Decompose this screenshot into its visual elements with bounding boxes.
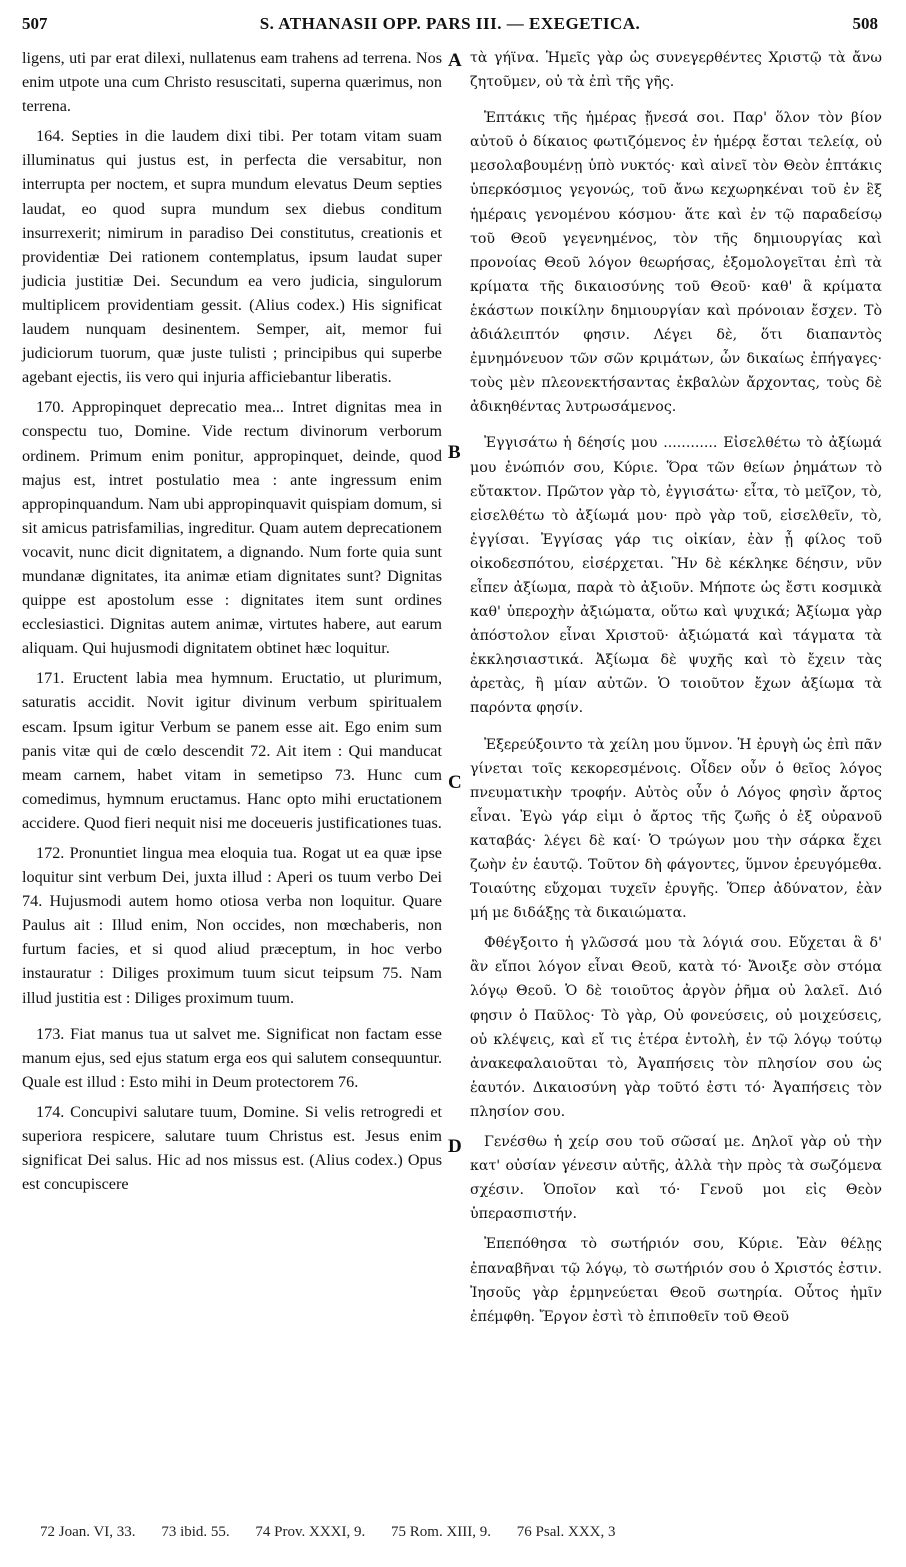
- footnote: 72 Joan. VI, 33.: [40, 1524, 136, 1540]
- greek-paragraph: Ἐξερεύξοιντο τὰ χείλη μου ὕμνον. Ἡ ἐρυγὴ ὡς ἐπὶ πᾶν γίνεται τοῖς κεκορεσμένοις. Οἶδεν οὖν ὁ θεῖος λόγος πνευματικὴν τροφήν. Αὐτὸς οὖν ὁ Λόγος φησὶν ἄρτος εἶναι. Ἐγὼ γάρ εἰμι ὁ ἄρτος τῆς ζωῆς ὁ ἐξ οὐρανοῦ καταβάς· λέγει δὲ καί· Ὁ τρώγων μου τὴν σάρκα ἔχει ζωὴν ἐν ἑαυτῷ. Τοῦτον δὴ φάγοντες, ὕμνον ἐρευγόμεθα. Τοιαύτης εὔχομαι τυχεῖν ἐρυγῆς. Ὅπερ ἀδύνατον, ἐὰν μή με διδάξῃς τὰ δικαιώματα.: [470, 736, 882, 922]
- latin-paragraph: 171. Eructent labia mea hymnum. Eructatio, ut plurimum, saturatis accidit. Novit igitur divinum verbum spiritualem escam. Ipsum igitur Verbum se panem esse ait. Ego enim sum panis vitæ qui de cœlo descendit 72. Ait item : Qui manducat meam carnem, habet vitam in semetipso 73. Hunc cum comedimus, hymnum eructamus. Hanc opto mihi eructationem accidere. Quod fieri nequit nisi me doceueris justificationes tuas.: [22, 669, 442, 832]
- greek-column: [470, 46, 882, 1329]
- margin-marker-a: A: [448, 50, 462, 71]
- margin-marker-b: B: [448, 442, 461, 463]
- latin-paragraph: 164. Septies in die laudem dixi tibi. Per totam vitam suam illuminatus qui justus est, in perfecta die versabitur, non interrupta per noctem, et supra mundum elevatus Deum septies laudat, eo quod supra mundum sex diebus conditum insurrexerit; nimirum in paradiso Dei constitutus, creationis et providentiæ Dei rationem contemplatus, ipsum laudat super judicia justitiæ Dei. Secundum ea vero judicia, singulorum multiplicem providentiam gessit. (Alius codex.) His significat laudem nunquam desinentem. Semper, ait, memor fui judiciorum tuorum, quæ juste tulisti ; principibus qui superbe agebant ejectis, iis vero qui injuria afficiebantur liberatis.: [22, 127, 442, 387]
- page-number-left: 507: [22, 14, 48, 33]
- latin-column: [22, 46, 442, 1196]
- page-header: [22, 14, 878, 40]
- greek-paragraph: Γενέσθω ἡ χείρ σου τοῦ σῶσαί με. Δηλοῖ γὰρ οὐ τὴν κατ' οὐσίαν γένεσιν αὐτῆς, ἀλλὰ τὴν πρὸς τὰ σωζόμενα σχέσιν. Ὁποῖον καὶ τό· Γενοῦ μοι εἰς Θεὸν ὑπερασπιστήν.: [470, 1134, 882, 1223]
- greek-paragraph: Ἑπτάκις τῆς ἡμέρας ᾔνεσά σοι. Παρ' ὅλον τὸν βίον αὐτοῦ ὁ δίκαιος φωτιζόμενος ἐν ἡμέρᾳ ἔσται τελείᾳ, οὐ μεσολαβουμένῃ ὑπὸ νυκτός· καὶ αἰνεῖ τὸν Θεὸν ἑπτάκις ὑπερκόσμιος γεγονώς, τοῦ ἄνω κεχωρηκέναι τοῦ ἐν ἓξ ἡμέραις γενομένου κόσμου· ἅτε καὶ ἐν τῷ παραδείσῳ τοῦ Θεοῦ γεγενημένος, τὸν τῆς δημιουργίας καὶ προνοίας Θεοῦ λόγον θεωρήσας, ἐξομολογεῖται ἐπὶ τὰ κρίματα τῆς δικαιοσύνης τοῦ Θεοῦ· καθ' ἃ κρίματα ἑκάστων ποικίλην δημιουργίαν καὶ πρόνοιαν ἔσχεν. Τὸ ἀδιάλειπτόν φησιν. Λέγει δὲ, ὅτι διαπαντὸς ἐμνημόνευον τῶν σῶν κριμάτων, ὧν δικαίως ἐπήγαγες· τοὺς μὲν πλεονεκτήσαντας ἐκβαλὼν ἄρχοντας, τοὺς δὲ ἀδικηθέντας λυτρωσάμενος.: [470, 110, 882, 416]
- latin-paragraph: 170. Appropinquet deprecatio mea... Intret dignitas mea in conspectu tuo, Domine. Vide rectum divinorum verborum ordinem. Primum enim ponitur, appropinquet, deinde, quod majus est, intret postulatio mea : ante ingressum enim appropinquandum. Nam ubi appropinquavit quispiam domum, si sit amicus patrisfamilias, ingreditur. Quam autem deprecationem vocavit, nunc dicit dignitatem, a dignando. Num forte quia sunt mundanæ dignitates, ita animæ etiam dignitates sunt? Dignitas quippe est apostolum esse : dignitates item sunt ordines ecclesiastici. Dignitas autem animæ, virtutes habere, aut earum aliquam. Qui hujusmodi dignitatem obtinet hæc loquitur.: [22, 398, 442, 658]
- latin-paragraph: 173. Fiat manus tua ut salvet me. Significat non factam esse manum ejus, sed ejus statum erga eos qui salutem consequuntur. Quale est illud : Esto mihi in Deum protectorem 76.: [22, 1024, 442, 1091]
- margin-marker-d: D: [448, 1136, 462, 1157]
- page-number-right: 508: [852, 14, 878, 33]
- greek-paragraph: Φθέγξοιτο ἡ γλῶσσά μου τὰ λόγιά σου. Εὔχεται ἃ δ' ἂν εἴποι λόγον εἶναι Θεοῦ, κατὰ τό· Ἄνοιξε σὸν στόμα λόγῳ Θεοῦ. Ὁ δὲ τοιοῦτος ἀργὸν ῥῆμα οὐ λαλεῖ. Διό φησιν ὁ Παῦλος· Τὸ γὰρ, Οὐ φονεύσεις, οὐ μοιχεύσεις, οὐ κλέψεις, καὶ εἴ τις ἑτέρα ἐντολὴ, ἐν τῷ λόγῳ τούτῳ ἀνακεφαλαιοῦται τὸ, Ἀγαπήσεις τὸν πλησίον σου ὡς ἑαυτόν. Δικαιοσύνη γὰρ τοῦτό ἐστι τό· Ἀγαπήσεις τὸν πλησίον σου.: [470, 935, 882, 1120]
- greek-paragraph: τὰ γήϊνα. Ἡμεῖς γὰρ ὡς συνεγερθέντες Χριστῷ τὰ ἄνω ζητοῦμεν, οὐ τὰ ἐπὶ τῆς γῆς.: [470, 50, 882, 91]
- footnote: 75 Rom. XIII, 9.: [391, 1524, 492, 1540]
- latin-paragraph: 172. Pronuntiet lingua mea eloquia tua. Rogat ut ea quæ ipse loquitur sint verbum Dei, juxta illud : Aperi os tuum verbo Dei 74. Hujusmodi autem homo otiosa verba non loquitur. Quare Paulus ait : Illud enim, Non occides, non mœchaberis, non furtum facies, et si quod aliud præceptum, in hoc verbo instauratur : Diliges proximum tuum sicut teipsum 75. Nam illud justitia est : Diliges proximum tuum.: [22, 844, 442, 1007]
- latin-paragraph: ligens, uti par erat dilexi, nullatenus eam trahens ad terrena. Nos enim utpote una cum Christo resuscitati, superna quærimus, non terrena.: [22, 49, 442, 116]
- footnote: 76 Psal. XXX, 3: [516, 1524, 616, 1540]
- footnote: 73 ibid. 55.: [161, 1524, 230, 1540]
- footnote: 74 Prov. XXXI, 9.: [255, 1524, 366, 1540]
- margin-marker-c: C: [448, 772, 462, 793]
- latin-paragraph: 174. Concupivi salutare tuum, Domine. Si velis retrogredi et superiora respicere, salutare tuum Christus est. Jesus enim significat Dei salus. Hic ad nos missus est. (Alius codex.) Opus est concupiscere: [22, 1102, 442, 1194]
- footnotes: [40, 1524, 866, 1541]
- running-title: S. ATHANASII OPP. PARS III. — EXEGETICA.: [259, 14, 641, 33]
- greek-paragraph: Ἐγγισάτω ἡ δέησίς μου ............ Εἰσελθέτω τὸ ἀξίωμά μου ἐνώπιόν σου, Κύριε. Ὅρα τῶν θείων ῥημάτων τὸ εὔτακτον. Πρῶτον γὰρ τὸ, ἐγγισάτω· εἶτα, τὸ μεῖζον, τὸ, εἰσελθέτω τὸ ἀξίωμά μου· πρὸ γὰρ τοῦ, εἰσελθεῖν, τὸ, ἐγγίσαι. Ἐγγίσας γάρ τις οἰκίαν, ἐὰν ᾖ φίλος τοῦ οἰκοδεσπότου, εἰσέρχεται. Ἣν δὲ κέκληκε δέησιν, νῦν εἶπεν ἀξίωμα, παρὰ τὸ ἀξιοῦν. Μήποτε ὡς ἔστι κοσμικὰ καθ' ὑπεροχὴν ἀξιώματα, οὕτω καὶ ψυχικά; Ἀξίωμα γὰρ ἀπόστολον εἶναι Χριστοῦ· ἀξιώματά καὶ τάγματα τὰ ἐκκλησιαστικά. Ἀξίωμα δὲ ψυχῆς καὶ τὸ ἔχειν τὰς ἀρετὰς, ἢ μίαν αὐτῶν. Ὁ τοιοῦτον ἔχων ἀξίωμα τὰ παρόντα φησίν.: [470, 435, 882, 717]
- greek-paragraph: Ἐπεπόθησα τὸ σωτήριόν σου, Κύριε. Ἐὰν θέλῃς ἐπαναβῆναι τῷ λόγῳ, τὸ σωτήριόν σου ὁ Χριστός ἐστιν. Ἰησοῦς γὰρ ἑρμηνεύεται Θεοῦ σωτηρία. Οὗτος ἡμῖν ἐπέμφθη. Ἔργον ἐστὶ τὸ ἐπιποθεῖν τοῦ Θεοῦ: [470, 1236, 882, 1325]
